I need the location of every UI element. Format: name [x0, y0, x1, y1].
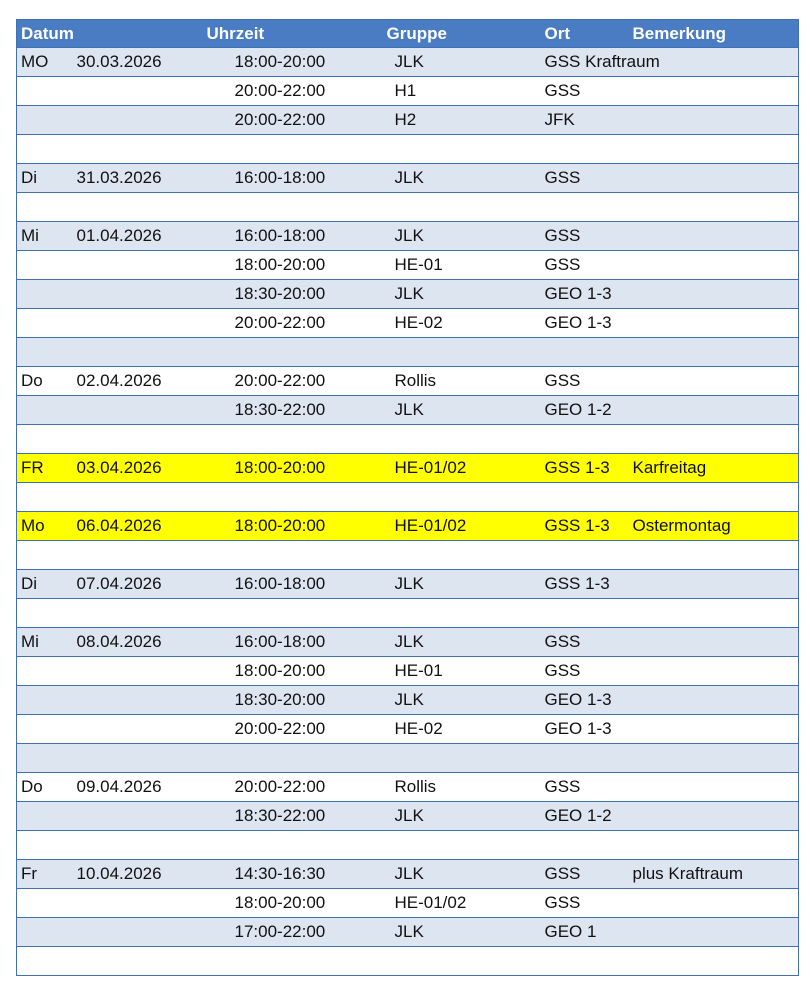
place-cell: JFK	[515, 106, 633, 135]
note-cell	[633, 106, 799, 135]
date-cell: 09.04.2026	[67, 773, 207, 802]
day-cell: Mo	[17, 512, 67, 541]
table-body	[17, 48, 799, 976]
note-cell	[633, 309, 799, 338]
day-cell	[17, 802, 67, 831]
place-cell: GSS	[515, 860, 633, 889]
group-cell: JLK	[359, 860, 515, 889]
place-cell	[515, 135, 633, 164]
table-row	[17, 541, 799, 570]
time-cell: 20:00-22:00	[207, 309, 359, 338]
time-cell: 20:00-22:00	[207, 367, 359, 396]
place-cell: GEO 1-3	[515, 280, 633, 309]
place-cell	[515, 193, 633, 222]
date-cell	[67, 918, 207, 947]
header-ort: Ort	[515, 20, 633, 48]
table-row	[17, 48, 799, 77]
time-cell: 18:30-22:00	[207, 802, 359, 831]
group-cell: JLK	[359, 222, 515, 251]
time-cell	[207, 483, 359, 512]
date-cell	[67, 947, 207, 976]
group-cell: HE-01	[359, 657, 515, 686]
day-cell: FR	[17, 454, 67, 483]
day-cell	[17, 541, 67, 570]
date-cell: 08.04.2026	[67, 628, 207, 657]
note-cell	[633, 831, 799, 860]
note-cell	[633, 483, 799, 512]
note-cell	[633, 193, 799, 222]
note-cell	[633, 338, 799, 367]
table-row	[17, 773, 799, 802]
place-cell	[515, 744, 633, 773]
table-row	[17, 251, 799, 280]
group-cell	[359, 541, 515, 570]
note-cell	[633, 77, 799, 106]
day-cell: Do	[17, 367, 67, 396]
group-cell: HE-02	[359, 715, 515, 744]
date-cell: 06.04.2026	[67, 512, 207, 541]
place-cell: GEO 1-3	[515, 715, 633, 744]
note-cell	[633, 164, 799, 193]
note-cell: Karfreitag	[633, 454, 799, 483]
place-cell: GSS 1-3	[515, 570, 633, 599]
date-cell	[67, 686, 207, 715]
note-cell	[633, 686, 799, 715]
group-cell	[359, 831, 515, 860]
note-cell	[633, 570, 799, 599]
group-cell: Rollis	[359, 773, 515, 802]
group-cell	[359, 193, 515, 222]
note-cell	[633, 425, 799, 454]
day-cell	[17, 715, 67, 744]
time-cell: 16:00-18:00	[207, 222, 359, 251]
note-cell	[633, 280, 799, 309]
table-row	[17, 280, 799, 309]
day-cell: Di	[17, 570, 67, 599]
time-cell: 16:00-18:00	[207, 628, 359, 657]
time-cell: 18:30-20:00	[207, 686, 359, 715]
note-cell	[633, 657, 799, 686]
group-cell: JLK	[359, 570, 515, 599]
time-cell	[207, 541, 359, 570]
schedule-table	[16, 19, 799, 976]
place-cell: GSS 1-3	[515, 512, 633, 541]
place-cell	[515, 541, 633, 570]
table-row	[17, 483, 799, 512]
note-cell	[633, 628, 799, 657]
date-cell: 03.04.2026	[67, 454, 207, 483]
place-cell	[515, 947, 633, 976]
group-cell: JLK	[359, 164, 515, 193]
date-cell	[67, 541, 207, 570]
time-cell: 18:00-20:00	[207, 251, 359, 280]
table-row	[17, 106, 799, 135]
header-row	[17, 20, 799, 48]
place-cell: GSS	[515, 773, 633, 802]
group-cell	[359, 425, 515, 454]
date-cell: 30.03.2026	[67, 48, 207, 77]
date-cell	[67, 193, 207, 222]
time-cell	[207, 425, 359, 454]
time-cell	[207, 135, 359, 164]
note-cell	[633, 744, 799, 773]
group-cell: JLK	[359, 48, 515, 77]
time-cell: 20:00-22:00	[207, 77, 359, 106]
table-row	[17, 367, 799, 396]
place-cell	[515, 483, 633, 512]
group-cell	[359, 483, 515, 512]
day-cell	[17, 396, 67, 425]
day-cell	[17, 918, 67, 947]
table-row	[17, 512, 799, 541]
day-cell	[17, 657, 67, 686]
note-cell	[633, 541, 799, 570]
group-cell	[359, 599, 515, 628]
group-cell	[359, 947, 515, 976]
table-row	[17, 918, 799, 947]
group-cell: HE-01/02	[359, 512, 515, 541]
date-cell	[67, 251, 207, 280]
time-cell: 16:00-18:00	[207, 570, 359, 599]
note-cell	[633, 889, 799, 918]
table-row	[17, 222, 799, 251]
date-cell	[67, 425, 207, 454]
time-cell: 20:00-22:00	[207, 773, 359, 802]
place-cell: GSS	[515, 77, 633, 106]
day-cell: Mi	[17, 222, 67, 251]
time-cell: 18:30-20:00	[207, 280, 359, 309]
date-cell	[67, 106, 207, 135]
time-cell: 18:00-20:00	[207, 454, 359, 483]
place-cell: GSS Kraftraum	[515, 48, 633, 77]
header-datum: Datum	[17, 20, 207, 48]
day-cell	[17, 599, 67, 628]
time-cell	[207, 193, 359, 222]
group-cell	[359, 744, 515, 773]
header-gruppe: Gruppe	[359, 20, 515, 48]
table-row	[17, 686, 799, 715]
note-cell	[633, 599, 799, 628]
date-cell	[67, 599, 207, 628]
date-cell: 01.04.2026	[67, 222, 207, 251]
place-cell: GSS	[515, 251, 633, 280]
day-cell	[17, 280, 67, 309]
place-cell: GSS 1-3	[515, 454, 633, 483]
table-row	[17, 193, 799, 222]
group-cell: JLK	[359, 628, 515, 657]
time-cell	[207, 599, 359, 628]
table-row	[17, 396, 799, 425]
day-cell	[17, 309, 67, 338]
place-cell: GSS	[515, 164, 633, 193]
time-cell: 16:00-18:00	[207, 164, 359, 193]
note-cell	[633, 251, 799, 280]
table-row	[17, 657, 799, 686]
place-cell: GEO 1-3	[515, 686, 633, 715]
date-cell: 07.04.2026	[67, 570, 207, 599]
table-row	[17, 715, 799, 744]
date-cell	[67, 802, 207, 831]
table-row	[17, 831, 799, 860]
place-cell: GSS	[515, 657, 633, 686]
day-cell	[17, 251, 67, 280]
date-cell	[67, 135, 207, 164]
day-cell	[17, 947, 67, 976]
time-cell: 18:00-20:00	[207, 48, 359, 77]
table-row	[17, 802, 799, 831]
note-cell	[633, 773, 799, 802]
group-cell: HE-01	[359, 251, 515, 280]
table-row	[17, 338, 799, 367]
date-cell	[67, 715, 207, 744]
date-cell	[67, 338, 207, 367]
date-cell	[67, 483, 207, 512]
note-cell	[633, 918, 799, 947]
day-cell	[17, 425, 67, 454]
place-cell: GEO 1-2	[515, 802, 633, 831]
group-cell	[359, 135, 515, 164]
note-cell	[633, 947, 799, 976]
group-cell: H1	[359, 77, 515, 106]
date-cell	[67, 831, 207, 860]
day-cell: Fr	[17, 860, 67, 889]
time-cell	[207, 744, 359, 773]
day-cell: Mi	[17, 628, 67, 657]
date-cell	[67, 396, 207, 425]
note-cell	[633, 715, 799, 744]
date-cell: 31.03.2026	[67, 164, 207, 193]
time-cell: 18:30-22:00	[207, 396, 359, 425]
table-row	[17, 570, 799, 599]
group-cell: JLK	[359, 918, 515, 947]
note-cell	[633, 367, 799, 396]
table-row	[17, 628, 799, 657]
place-cell	[515, 338, 633, 367]
table-header	[17, 20, 799, 48]
day-cell	[17, 744, 67, 773]
date-cell	[67, 280, 207, 309]
time-cell: 18:00-20:00	[207, 512, 359, 541]
day-cell	[17, 686, 67, 715]
day-cell	[17, 106, 67, 135]
group-cell: H2	[359, 106, 515, 135]
note-cell	[633, 222, 799, 251]
time-cell: 18:00-20:00	[207, 657, 359, 686]
group-cell: JLK	[359, 396, 515, 425]
time-cell: 14:30-16:30	[207, 860, 359, 889]
group-cell: Rollis	[359, 367, 515, 396]
note-cell	[633, 135, 799, 164]
date-cell: 02.04.2026	[67, 367, 207, 396]
table-row	[17, 454, 799, 483]
group-cell: JLK	[359, 802, 515, 831]
note-cell	[633, 396, 799, 425]
table-row	[17, 164, 799, 193]
table-row	[17, 425, 799, 454]
place-cell	[515, 599, 633, 628]
table-row	[17, 135, 799, 164]
group-cell: HE-02	[359, 309, 515, 338]
table-row	[17, 77, 799, 106]
note-cell	[633, 802, 799, 831]
group-cell: HE-01/02	[359, 454, 515, 483]
table-row	[17, 599, 799, 628]
date-cell	[67, 744, 207, 773]
place-cell	[515, 831, 633, 860]
time-cell	[207, 831, 359, 860]
day-cell	[17, 193, 67, 222]
place-cell	[515, 425, 633, 454]
day-cell	[17, 483, 67, 512]
header-bemerkung: Bemerkung	[633, 20, 799, 48]
time-cell: 17:00-22:00	[207, 918, 359, 947]
place-cell: GSS	[515, 222, 633, 251]
table-row	[17, 309, 799, 338]
note-cell: plus Kraftraum	[633, 860, 799, 889]
day-cell: MO	[17, 48, 67, 77]
day-cell	[17, 338, 67, 367]
time-cell	[207, 947, 359, 976]
day-cell	[17, 889, 67, 918]
date-cell	[67, 657, 207, 686]
group-cell	[359, 338, 515, 367]
day-cell: Di	[17, 164, 67, 193]
place-cell: GSS	[515, 628, 633, 657]
group-cell: JLK	[359, 280, 515, 309]
place-cell: GEO 1-2	[515, 396, 633, 425]
group-cell: HE-01/02	[359, 889, 515, 918]
group-cell: JLK	[359, 686, 515, 715]
day-cell	[17, 135, 67, 164]
day-cell: Do	[17, 773, 67, 802]
header-uhrzeit: Uhrzeit	[207, 20, 359, 48]
place-cell: GSS	[515, 367, 633, 396]
table-row	[17, 947, 799, 976]
table-row	[17, 860, 799, 889]
table-row	[17, 744, 799, 773]
time-cell: 18:00-20:00	[207, 889, 359, 918]
time-cell: 20:00-22:00	[207, 106, 359, 135]
table-row	[17, 889, 799, 918]
date-cell	[67, 309, 207, 338]
time-cell: 20:00-22:00	[207, 715, 359, 744]
note-cell: Ostermontag	[633, 512, 799, 541]
place-cell: GEO 1-3	[515, 309, 633, 338]
day-cell	[17, 831, 67, 860]
place-cell: GSS	[515, 889, 633, 918]
place-cell: GEO 1	[515, 918, 633, 947]
date-cell	[67, 889, 207, 918]
date-cell	[67, 77, 207, 106]
date-cell: 10.04.2026	[67, 860, 207, 889]
day-cell	[17, 77, 67, 106]
time-cell	[207, 338, 359, 367]
